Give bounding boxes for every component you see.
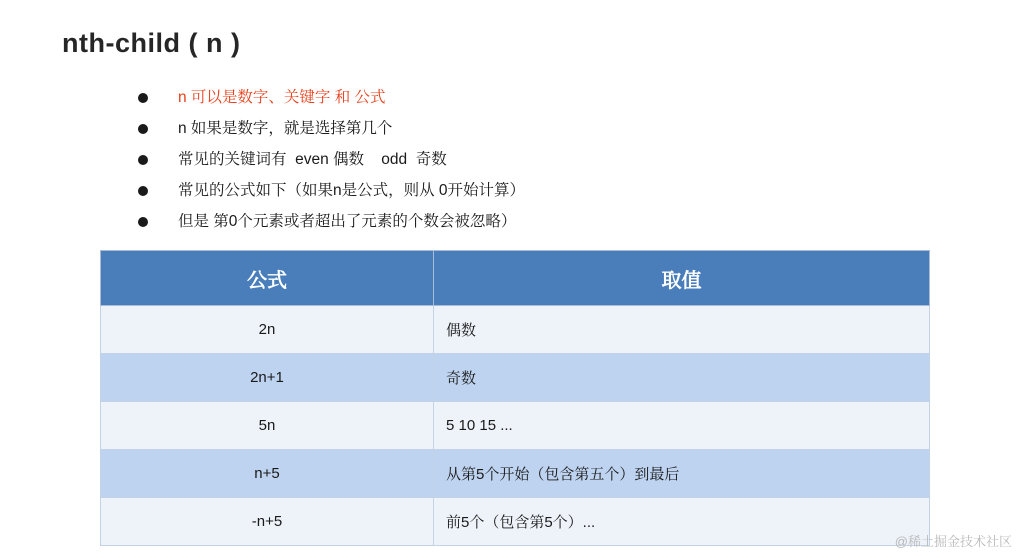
table-row — [101, 306, 930, 354]
bullet-dot-icon — [138, 124, 148, 134]
cell-value: 偶数 — [434, 306, 930, 354]
bullet-dot-icon — [138, 93, 148, 103]
cell-value: 从第5个开始（包含第五个）到最后 — [434, 450, 930, 498]
list-item — [138, 86, 898, 116]
list-item-label: 常见的公式如下（如果n是公式，则从 0开始计算） — [178, 182, 526, 199]
list-item-label: 常见的关键词有 even 偶数 odd 奇数 — [178, 151, 447, 168]
table-row — [101, 354, 930, 402]
watermark: @稀土掘金技术社区 — [894, 534, 1012, 549]
list-item-label: n 可以是数字、关键字 和 公式 — [178, 89, 386, 106]
list-item — [138, 117, 898, 147]
table-row — [101, 498, 930, 546]
cell-formula: 2n — [101, 306, 434, 354]
formula-table — [100, 250, 930, 546]
bullet-dot-icon — [138, 186, 148, 196]
page-title: nth-child ( n ) — [62, 28, 241, 58]
column-header-formula: 公式 — [101, 251, 434, 306]
bullet-dot-icon — [138, 217, 148, 227]
table-row — [101, 402, 930, 450]
cell-formula: -n+5 — [101, 498, 434, 546]
bullet-dot-icon — [138, 155, 148, 165]
cell-formula: n+5 — [101, 450, 434, 498]
list-item-label: n 如果是数字，就是选择第几个 — [178, 120, 393, 137]
list-item — [138, 148, 898, 178]
cell-value: 奇数 — [434, 354, 930, 402]
cell-value: 前5个（包含第5个）... — [434, 498, 930, 546]
table-row — [101, 450, 930, 498]
cell-formula: 2n+1 — [101, 354, 434, 402]
list-item — [138, 179, 898, 209]
list-item-label: 但是 第0个元素或者超出了元素的个数会被忽略） — [178, 213, 517, 230]
cell-formula: 5n — [101, 402, 434, 450]
cell-value: 5 10 15 ... — [434, 402, 930, 450]
table-header-row — [101, 251, 930, 306]
bullet-list — [138, 86, 898, 241]
list-item — [138, 210, 898, 240]
column-header-value: 取值 — [434, 251, 930, 306]
